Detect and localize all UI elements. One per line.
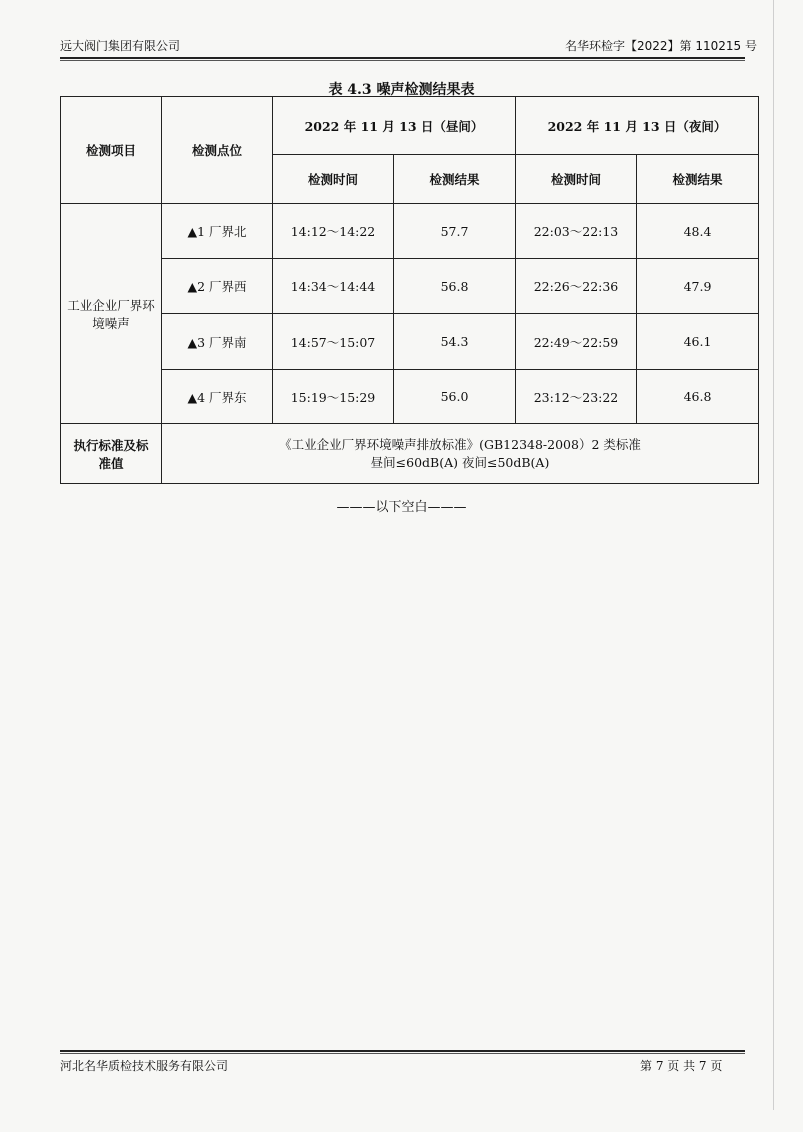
header-day: 2022 年 11 月 13 日（昼间） bbox=[273, 97, 516, 155]
subheader-day-time: 检测时间 bbox=[273, 155, 394, 204]
header-point: 检测点位 bbox=[162, 97, 273, 204]
day-result-cell: 56.0 bbox=[394, 370, 516, 424]
noise-results-table bbox=[60, 96, 759, 484]
night-result-cell: 46.1 bbox=[637, 314, 759, 370]
table-row bbox=[61, 314, 759, 370]
point-cell: ▲1 厂界北 bbox=[162, 204, 273, 259]
footer-divider bbox=[60, 1050, 745, 1052]
day-result-cell: 54.3 bbox=[394, 314, 516, 370]
header-company: 远大阀门集团有限公司 bbox=[60, 39, 181, 53]
day-time-cell: 14:12～14:22 bbox=[273, 204, 394, 259]
standard-value bbox=[162, 424, 759, 484]
header-divider bbox=[60, 57, 745, 59]
footer-page-number: 第 7 页 共 7 页 bbox=[640, 1059, 723, 1073]
header-report-number: 名华环检字【2022】第 110215 号 bbox=[565, 39, 757, 53]
point-cell: ▲4 厂界东 bbox=[162, 370, 273, 424]
night-result-cell: 47.9 bbox=[637, 259, 759, 314]
day-result-cell: 56.8 bbox=[394, 259, 516, 314]
day-time-cell: 14:57～15:07 bbox=[273, 314, 394, 370]
category-cell: 工业企业厂界环境噪声 bbox=[61, 204, 162, 424]
table-row bbox=[61, 259, 759, 314]
night-time-cell: 23:12～23:22 bbox=[516, 370, 637, 424]
point-cell: ▲3 厂界南 bbox=[162, 314, 273, 370]
night-result-cell: 48.4 bbox=[637, 204, 759, 259]
night-time-cell: 22:49～22:59 bbox=[516, 314, 637, 370]
header-item: 检测项目 bbox=[61, 97, 162, 204]
table-row bbox=[61, 204, 759, 259]
standard-label: 执行标准及标准值 bbox=[61, 424, 162, 484]
page-edge-line bbox=[773, 0, 774, 1110]
night-result-cell: 46.8 bbox=[637, 370, 759, 424]
night-time-cell: 22:03～22:13 bbox=[516, 204, 637, 259]
subheader-night-result: 检测结果 bbox=[637, 155, 759, 204]
header-divider-thin bbox=[60, 60, 745, 61]
subheader-day-result: 检测结果 bbox=[394, 155, 516, 204]
day-time-cell: 15:19～15:29 bbox=[273, 370, 394, 424]
blank-below-note: ———以下空白——— bbox=[336, 500, 467, 515]
standard-line-1: 《工业企业厂界环境噪声排放标准》(GB12348-2008）2 类标准 bbox=[279, 436, 641, 452]
footer-company: 河北名华质检技术服务有限公司 bbox=[60, 1059, 229, 1073]
night-time-cell: 22:26～22:36 bbox=[516, 259, 637, 314]
subheader-night-time: 检测时间 bbox=[516, 155, 637, 204]
header-night: 2022 年 11 月 13 日（夜间） bbox=[516, 97, 759, 155]
standard-line-2: 昼间≤60dB(A) 夜间≤50dB(A) bbox=[370, 454, 550, 470]
table-row bbox=[61, 370, 759, 424]
point-cell: ▲2 厂界西 bbox=[162, 259, 273, 314]
day-result-cell: 57.7 bbox=[394, 204, 516, 259]
footer-divider-thin bbox=[60, 1053, 745, 1054]
table-caption: 表 4.3 噪声检测结果表 bbox=[328, 82, 475, 98]
day-time-cell: 14:34～14:44 bbox=[273, 259, 394, 314]
